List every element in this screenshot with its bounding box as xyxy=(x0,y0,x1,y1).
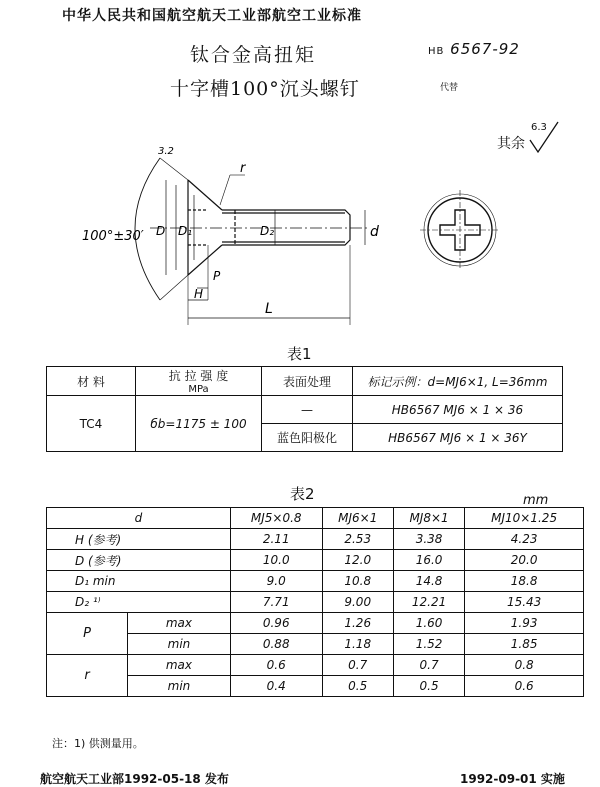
t2-sub: min xyxy=(128,676,231,697)
t2-row-label: H (参考) xyxy=(47,529,231,550)
t2-cell: 0.5 xyxy=(322,676,393,697)
t2-sub: max xyxy=(128,613,231,634)
t2-cell: 0.7 xyxy=(322,655,393,676)
t2-cell: 14.8 xyxy=(393,571,464,592)
d1-label: D₁ xyxy=(178,224,193,238)
t2-sub: max xyxy=(128,655,231,676)
t2-row-label: D₂ ¹⁾ xyxy=(47,592,231,613)
p-label: P xyxy=(213,269,221,283)
t2-cell: 0.88 xyxy=(230,634,322,655)
t2-cell: 4.23 xyxy=(465,529,584,550)
t2-size: MJ8×1 xyxy=(393,508,464,529)
std-prefix: HB xyxy=(428,46,445,57)
l-label: L xyxy=(265,301,273,317)
t2-cell: 0.5 xyxy=(393,676,464,697)
t1-mark2: HB6567 MJ6 × 1 × 36Y xyxy=(353,424,563,452)
t2-cell: 1.52 xyxy=(393,634,464,655)
t1-h-material: 材 料 xyxy=(47,367,136,396)
t2-cell: 7.71 xyxy=(230,592,322,613)
t2-cell: 12.0 xyxy=(322,550,393,571)
t2-cell: 10.8 xyxy=(322,571,393,592)
t2-cell: 1.18 xyxy=(322,634,393,655)
t2-row-label: D (参考) xyxy=(47,550,231,571)
footer-effective: 1992-09-01 实施 xyxy=(460,772,565,786)
table-note: 注：1) 供测量用。 xyxy=(52,737,144,750)
roughness-head-label: 3.2 xyxy=(158,146,174,157)
t2-cell: 9.00 xyxy=(322,592,393,613)
t2-cell: 20.0 xyxy=(465,550,584,571)
t2-cell: 18.8 xyxy=(465,571,584,592)
t2-cell: 3.38 xyxy=(393,529,464,550)
t2-r-label: r xyxy=(47,655,128,697)
t2-p-label: P xyxy=(47,613,128,655)
t2-cell: 15.43 xyxy=(465,592,584,613)
t2-cell: 10.0 xyxy=(230,550,322,571)
t2-cell: 2.53 xyxy=(322,529,393,550)
t2-size: MJ10×1.25 xyxy=(465,508,584,529)
t2-cell: 16.0 xyxy=(393,550,464,571)
roughness-symbol xyxy=(528,120,568,160)
org-header: 中华人民共和国航空航天工业部航空工业标准 xyxy=(62,8,362,24)
standard-number xyxy=(428,40,520,58)
t2-cell: 1.93 xyxy=(465,613,584,634)
r-label: r xyxy=(240,161,246,176)
roughness-label: 其余 xyxy=(497,136,525,152)
t1-treat1: — xyxy=(262,396,353,424)
t2-size: MJ6×1 xyxy=(322,508,393,529)
title-line2: 十字槽100°沉头螺钉 xyxy=(170,78,360,100)
t2-cell: 0.8 xyxy=(465,655,584,676)
t1-h-treat: 表面处理 xyxy=(262,367,353,396)
t1-h-strength: 抗 拉 强 度 MPa xyxy=(136,367,262,396)
d2-label: D₂ xyxy=(260,224,275,238)
d-label: d xyxy=(370,224,379,240)
roughness-value: 6.3 xyxy=(531,122,547,133)
table1-caption: 表1 xyxy=(287,345,312,363)
t2-cell: 9.0 xyxy=(230,571,322,592)
t2-cell: 0.6 xyxy=(230,655,322,676)
t2-cell: 12.21 xyxy=(393,592,464,613)
t2-cell: 0.6 xyxy=(465,676,584,697)
d-big-label: D xyxy=(156,224,166,238)
t1-mark1: HB6567 MJ6 × 1 × 36 xyxy=(353,396,563,424)
angle-label: 100°±30′ xyxy=(82,229,144,244)
t1-material: TC4 xyxy=(47,396,136,452)
t1-strength: бb=1175 ± 100 xyxy=(136,396,262,452)
t2-sub: min xyxy=(128,634,231,655)
t2-row-label: D₁ min xyxy=(47,571,231,592)
t2-col-header: d xyxy=(47,508,231,529)
t2-cell: 0.96 xyxy=(230,613,322,634)
title-line1: 钛合金高扭矩 xyxy=(190,44,317,66)
t2-cell: 1.85 xyxy=(465,634,584,655)
screw-drawing xyxy=(80,140,400,330)
t1-h-mark: 标记示例：d=MJ6×1, L=36mm xyxy=(353,367,563,396)
table2-caption: 表2 xyxy=(290,485,315,503)
table1 xyxy=(46,366,563,452)
replaces-label: 代替 xyxy=(440,83,459,93)
t2-cell: 0.4 xyxy=(230,676,322,697)
head-top-view xyxy=(420,190,500,270)
h-label: H xyxy=(194,287,204,301)
t2-cell: 2.11 xyxy=(230,529,322,550)
t2-cell: 0.7 xyxy=(393,655,464,676)
table2-unit: mm xyxy=(523,493,549,508)
t2-size: MJ5×0.8 xyxy=(230,508,322,529)
t2-cell: 1.26 xyxy=(322,613,393,634)
std-number: 6567-92 xyxy=(450,40,520,58)
t1-treat2: 蓝色阳极化 xyxy=(262,424,353,452)
table2 xyxy=(46,507,584,697)
footer-issue: 航空航天工业部1992-05-18 发布 xyxy=(40,772,229,786)
t2-cell: 1.60 xyxy=(393,613,464,634)
